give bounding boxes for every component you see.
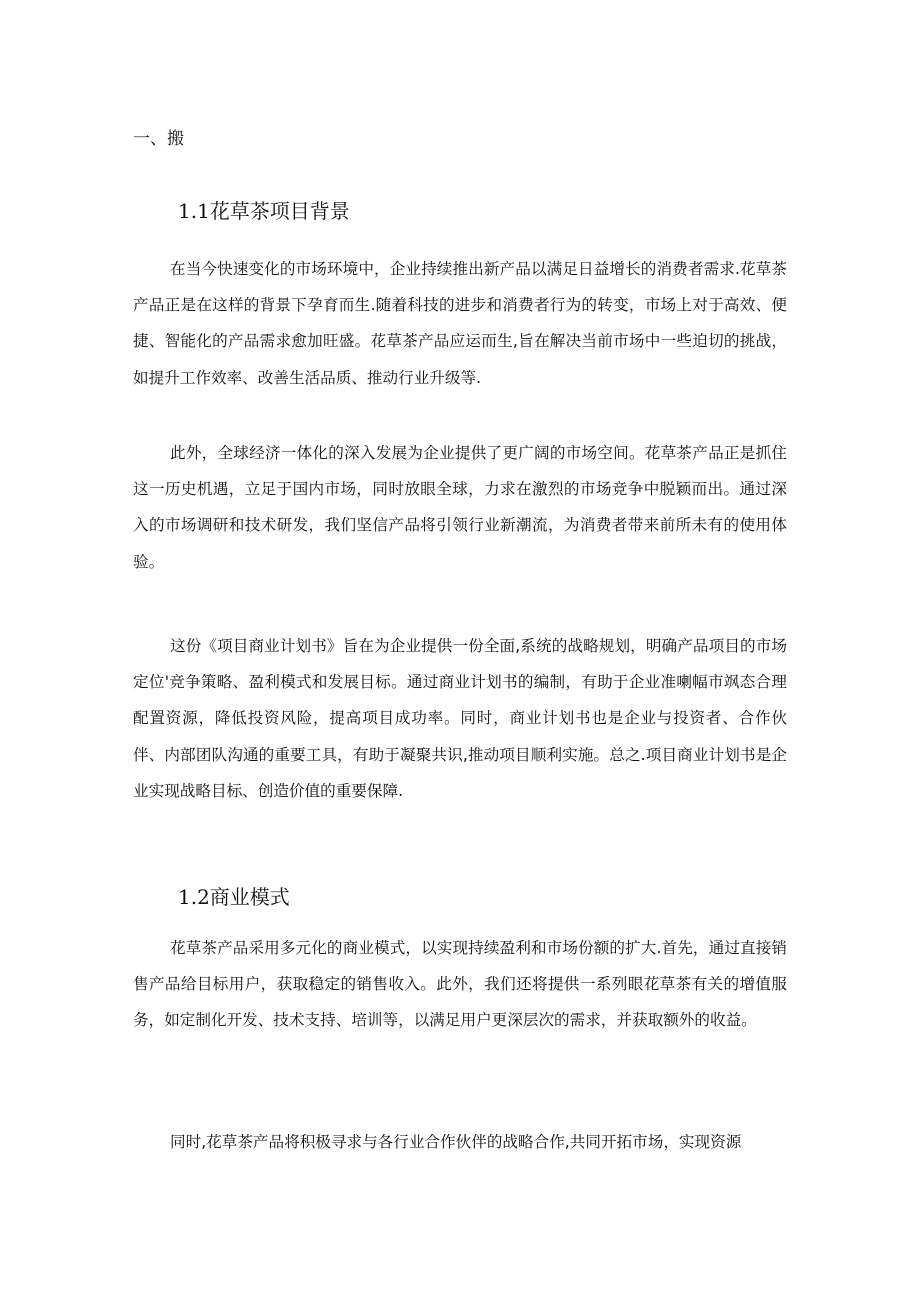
chapter-title: 一、搬 — [133, 129, 184, 149]
paragraph-background-1: 在当今快速变化的市场环境中，企业持续推出新产品以满足日益增长的消费者需求.花草茶产品正是在这样的背景下孕育而生.随着科技的进步和消费者行为的转变，市场上对于高效、便捷、智能化的产品需求愈加旺盛。花草茶产品应运而生,旨在解决当前市场中一些迫切的挑战，如提升工作效率、改善生活品质、推动行业升级等. — [133, 260, 787, 387]
paragraph-business-model-1: 花草茶产品采用多元化的商业模式，以实现持续盈利和市场份额的扩大.首先，通过直接销售产品给目标用户，获取稳定的销售收入。此外，我们还将提供一系列眼花草茶有关的增值服务，如定制化开发、技术支持、培训等，以满足用户更深层次的需求，并获取额外的收益。 — [133, 939, 787, 1030]
paragraph-business-model-2: 同时,花草茶产品将积极寻求与各行业合作伙伴的战略合作,共同开拓市场，实现资源 — [170, 1133, 742, 1151]
section-heading-background: 1.1花草茶项目背景 — [178, 199, 350, 223]
section-heading-business-model: 1.2商业模式 — [178, 885, 290, 909]
paragraph-background-2: 此外，全球经济一体化的深入发展为企业提供了更广阔的市场空间。花草茶产品正是抓住这一历史机遇，立足于国内市场，同时放眼全球，力求在激烈的市场竞争中脱颖而出。通过深入的市场调研和技术研发，我们坚信产品将引领行业新潮流，为消费者带来前所未有的使用体验。 — [133, 444, 787, 571]
paragraph-background-3: 这份《项目商业计划书》旨在为企业提供一份全面,系统的战略规划，明确产品项目的市场定位'竞争策略、盈利模式和发展目标。通过商业计划书的编制，有助于企业准喇幅市飒态合理配置资源，降低投资风险，提高项目成功率。同时，商业计划书也是企业与投资者、合作伙伴、内部团队沟通的重要工具，有助于凝聚共识,推动项目顺利实施。总之.项目商业计划书是企业实现战略目标、创造价值的重要保障. — [133, 637, 787, 800]
